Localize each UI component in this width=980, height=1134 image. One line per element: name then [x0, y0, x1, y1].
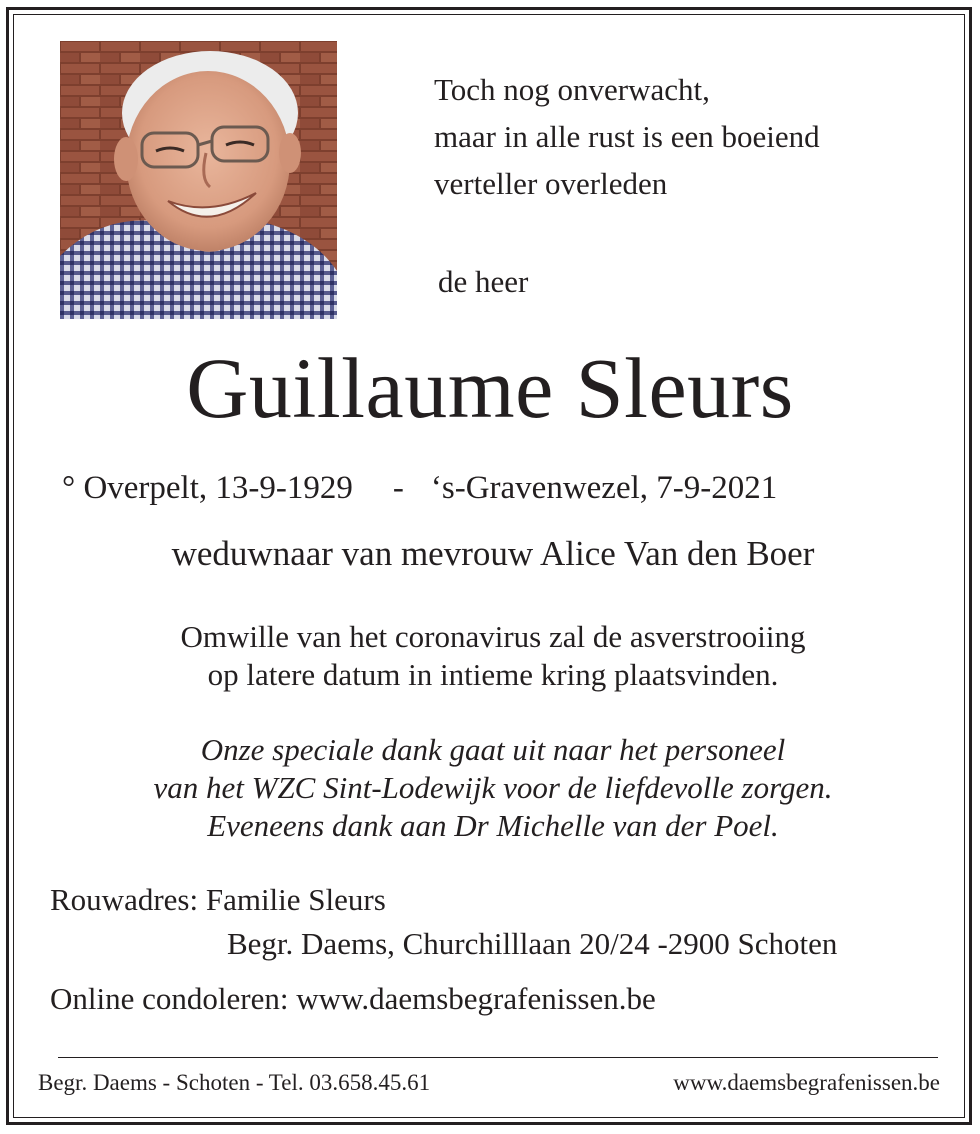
life-dates: [62, 470, 777, 507]
thanks-line: Eveneens dank aan Dr Michelle van der Poel.: [207, 808, 779, 843]
footer-website: www.daemsbegrafenissen.be: [673, 1070, 940, 1095]
footer-divider: [58, 1057, 938, 1058]
footer-contact: Begr. Daems - Schoten - Tel. 03.658.45.61: [38, 1070, 431, 1095]
mourning-address-line-1: Rouwadres: Familie Sleurs: [50, 882, 386, 917]
intro-line: verteller overleden: [434, 166, 668, 201]
widower-line: weduwnaar van mevrouw Alice Van den Boer: [171, 534, 815, 573]
deceased-name: Guillaume Sleurs: [186, 340, 794, 436]
intro-line: Toch nog onverwacht,: [434, 72, 710, 107]
intro-line: maar in alle rust is een boeiend: [434, 119, 820, 154]
ceremony-line: op latere datum in intieme kring plaatsvinden.: [207, 657, 779, 692]
thanks-line: Onze speciale dank gaat uit naar het personeel: [200, 732, 786, 767]
ceremony-line: Omwille van het coronavirus zal de asverstrooiing: [180, 619, 806, 654]
date-separator: -: [392, 470, 404, 506]
mourning-address-line-2: Begr. Daems, Churchilllaan 20/24 -2900 Schoten: [227, 926, 838, 961]
death-date: ‘s-Gravenwezel, 7-9-2021: [430, 470, 778, 506]
thanks-line: van het WZC Sint-Lodewijk voor de liefdevolle zorgen.: [153, 770, 833, 805]
portrait-photo: [60, 41, 337, 319]
intro-text: [434, 66, 820, 207]
salutation: de heer: [438, 264, 529, 299]
online-condolences: Online condoleren: www.daemsbegrafenissen.be: [50, 981, 656, 1016]
ceremony-notice: [0, 618, 980, 694]
birth-date: ° Overpelt, 13-9-1929: [62, 470, 353, 506]
thanks-notice: [0, 731, 980, 845]
